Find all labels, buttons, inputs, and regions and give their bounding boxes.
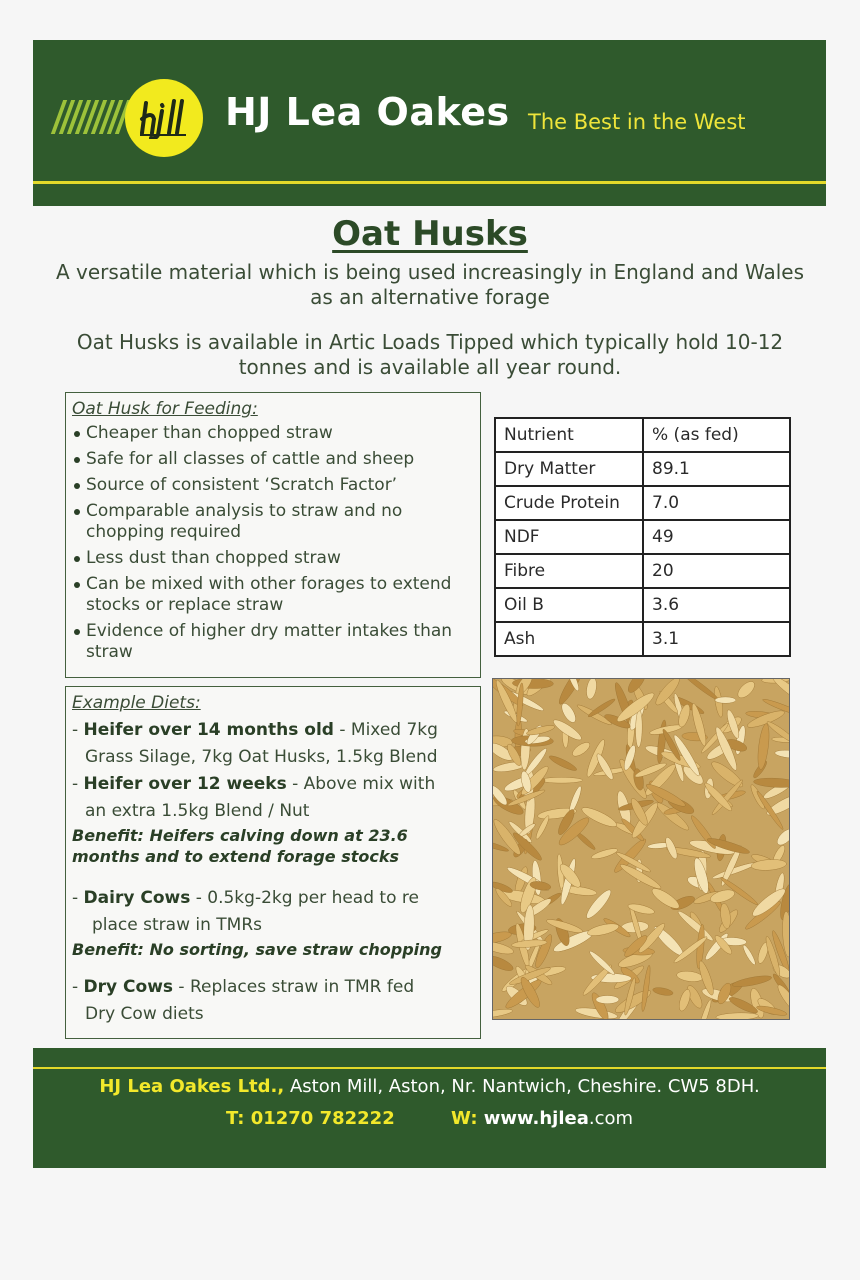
- diet-line: an extra 1.5kg Blend / Nut: [85, 801, 310, 821]
- logo-emblem: [125, 79, 203, 157]
- husk-grain: [691, 857, 711, 895]
- nutrient-name: Fibre: [495, 554, 643, 588]
- husk-grain: [741, 944, 757, 966]
- benefit-note: Benefit: No sorting, save straw chopping: [72, 940, 442, 959]
- diets-heading: Example Diets:: [72, 693, 201, 713]
- diet-heifer-12-weeks: - Heifer over 12 weeks - Above mix with: [72, 774, 436, 794]
- web-label: W:: [451, 1108, 484, 1129]
- husk-grain: [493, 1008, 513, 1020]
- feeding-list: [72, 423, 472, 663]
- husk-grain: [586, 921, 620, 938]
- diet-text: - Replaces straw in TMR fed: [173, 977, 415, 997]
- husk-grain: [716, 1012, 759, 1020]
- diet-dairy-cows: - Dairy Cows - 0.5kg-2kg per head to re: [72, 888, 419, 908]
- column-header: % (as fed): [643, 418, 790, 452]
- husk-grain: [756, 723, 771, 770]
- husk-grain: [677, 988, 692, 1012]
- husk-grain: [735, 679, 757, 701]
- husk-grain: [556, 679, 586, 706]
- husk-grain: [541, 777, 583, 783]
- table-row: [495, 622, 790, 656]
- web-tld: .com: [588, 1108, 634, 1129]
- company-address: [33, 1076, 826, 1097]
- husk-grain: [644, 781, 687, 809]
- husk-grain: [640, 965, 651, 1012]
- diet-label: Dry Cows: [83, 977, 174, 997]
- diet-text: - Above mix with: [286, 774, 436, 794]
- diet-line: place straw in TMRs: [92, 915, 262, 935]
- oat-husks-photo: [492, 678, 790, 1020]
- husk-grain: [596, 996, 619, 1004]
- nutrient-value: 7.0: [643, 486, 790, 520]
- diet-text: - Mixed 7kg: [333, 720, 438, 740]
- oat-husks-image: [493, 679, 790, 1020]
- nutrient-name: Dry Matter: [495, 452, 643, 486]
- diet-label: Heifer over 12 weeks: [83, 774, 287, 794]
- husk-grain: [676, 970, 703, 983]
- availability-text: Oat Husks is available in Artic Loads Tipped which typically hold 10-12 tonnes and is available all year round.: [76, 330, 784, 379]
- husk-grain: [715, 697, 736, 703]
- husk-grain: [559, 701, 578, 724]
- husk-grain: [732, 974, 773, 989]
- diet-heifer-14-months: - Heifer over 14 months old - Mixed 7kg: [72, 720, 438, 740]
- website-link[interactable]: [451, 1108, 633, 1129]
- diet-label: Dairy Cows: [83, 888, 191, 908]
- web-domain: www.hjlea: [483, 1108, 589, 1129]
- example-diets-box: [65, 686, 481, 1039]
- nutrient-name: NDF: [495, 520, 643, 554]
- diet-line: Dry Cow diets: [85, 1004, 204, 1024]
- table-row: [495, 588, 790, 622]
- nutrient-value: 3.6: [643, 588, 790, 622]
- hjl-monogram-icon: [138, 97, 190, 139]
- list-item: Cheaper than chopped straw: [72, 423, 472, 444]
- husk-grain: [570, 740, 592, 759]
- nutrient-name: Crude Protein: [495, 486, 643, 520]
- nutrient-value: 20: [643, 554, 790, 588]
- husk-grain: [775, 749, 790, 759]
- list-item: Source of consistent ‘Scratch Factor’: [72, 475, 472, 496]
- husk-grain: [585, 679, 598, 700]
- list-item: Comparable analysis to straw and no chopping required: [72, 501, 472, 543]
- nutrient-name: Ash: [495, 622, 643, 656]
- header-divider: [33, 181, 826, 184]
- husk-grain: [681, 679, 720, 702]
- nutrient-value: 3.1: [643, 622, 790, 656]
- nutrient-value: 49: [643, 520, 790, 554]
- list-item: Less dust than chopped straw: [72, 548, 472, 569]
- table-row: [495, 486, 790, 520]
- tagline: The Best in the West: [528, 110, 746, 134]
- feeding-box: [65, 392, 481, 678]
- diet-dry-cows: - Dry Cows - Replaces straw in TMR fed: [72, 977, 415, 997]
- list-item: Can be mixed with other forages to extend stocks or replace straw: [72, 574, 472, 616]
- diet-label: Heifer over 14 months old: [83, 720, 334, 740]
- husk-grain: [676, 909, 715, 944]
- table-row: [495, 554, 790, 588]
- husk-grain: [493, 953, 515, 973]
- contact-line: [33, 1108, 826, 1129]
- brand-name: HJ Lea Oakes: [225, 90, 510, 134]
- header-banner: [33, 40, 826, 206]
- diet-line: Grass Silage, 7kg Oat Husks, 1.5kg Blend: [85, 747, 438, 767]
- table-header-row: [495, 418, 790, 452]
- husk-grain: [652, 986, 674, 997]
- husk-grain: [594, 752, 615, 781]
- company-logo[interactable]: [53, 78, 510, 158]
- feeding-heading: Oat Husk for Feeding:: [72, 399, 258, 419]
- benefit-note: Benefit: Heifers calving down at 23.6 months and to extend forage stocks: [72, 826, 408, 866]
- nutrient-value: 89.1: [643, 452, 790, 486]
- company-name: HJ Lea Oakes Ltd.,: [99, 1076, 285, 1097]
- husk-grain: [548, 754, 578, 773]
- diet-text: - 0.5kg-2kg per head to re: [190, 888, 419, 908]
- list-item: Safe for all classes of cattle and sheep: [72, 449, 472, 470]
- nutrient-name: Oil B: [495, 588, 643, 622]
- husk-grain: [649, 885, 681, 912]
- address-text: Aston Mill, Aston, Nr. Nantwich, Cheshire. CW5 8DH.: [284, 1076, 760, 1097]
- footer-banner: [33, 1048, 826, 1168]
- list-item: Evidence of higher dry matter intakes than straw: [72, 621, 472, 663]
- column-header: Nutrient: [495, 418, 643, 452]
- page-title: Oat Husks: [332, 214, 528, 254]
- nutrition-table: [494, 417, 791, 657]
- footer-divider: [33, 1067, 826, 1069]
- intro-text: A versatile material which is being used increasingly in England and Wales as an alternative forage: [55, 260, 805, 309]
- husk-grain: [753, 777, 790, 788]
- table-row: [495, 452, 790, 486]
- phone-number[interactable]: T: 01270 782222: [225, 1108, 395, 1129]
- table-row: [495, 520, 790, 554]
